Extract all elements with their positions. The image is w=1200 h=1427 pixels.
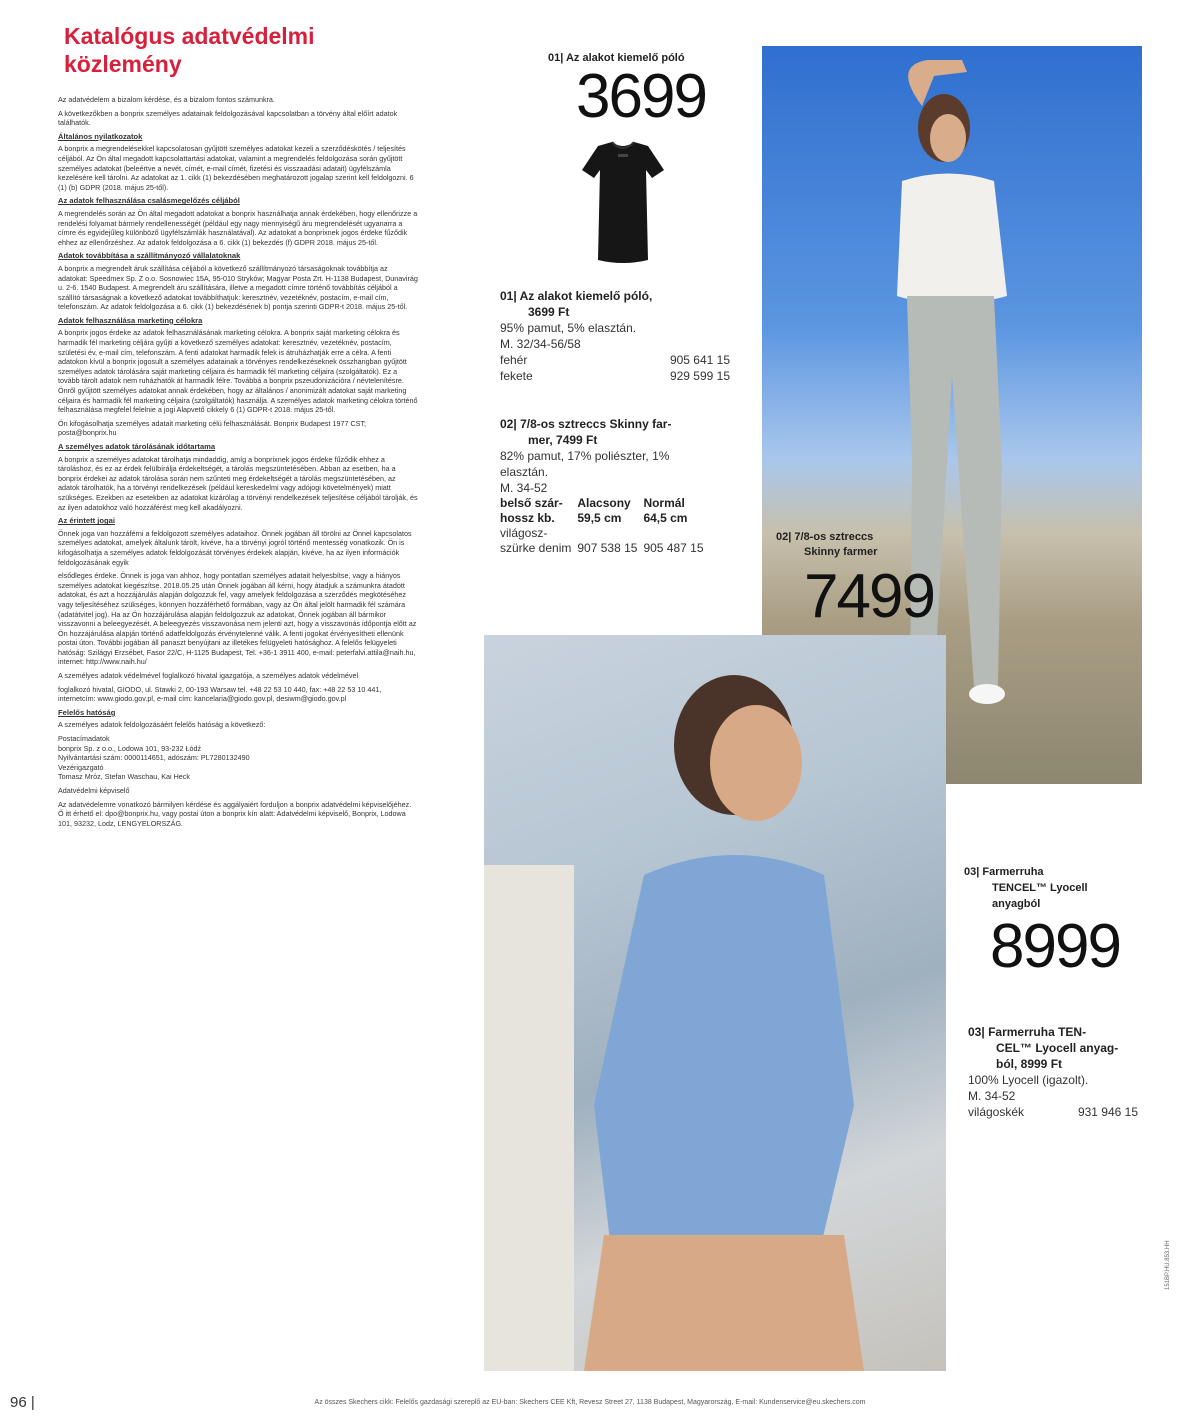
product2-spec-price: mer, 7499 Ft: [528, 433, 598, 447]
legal-paragraph: Tomasz Mróz, Stefan Waschau, Kai Heck: [58, 772, 190, 782]
product2-size-table: [500, 496, 710, 556]
variant-color: fekete: [500, 369, 533, 383]
table-header: Normál: [643, 496, 685, 510]
variant-color: világoskék: [968, 1105, 1025, 1119]
product3-spec-title-cont: CEL™ Lyocell anyag-: [996, 1041, 1119, 1055]
legal-heading: Adatok felhasználása marketing célokra: [58, 315, 203, 325]
product2-spec-title: 7/8-os sztreccs Skinny far-: [520, 417, 672, 431]
product2-headline: 02| 7/8-os sztreccs Skinny farmer: [776, 531, 878, 558]
product1-sizes: M. 32/34-56/58: [500, 337, 581, 351]
product2-name: 7/8-os sztreccs: [794, 531, 874, 543]
variant-code: 929 599 15: [669, 369, 730, 383]
footer-note: Az összes Skechers cikk: Felelős gazdasági szereplő az EU-ban: Skechers CEE Kft, Revesz Street 27, 1138 Budapest, Magyarország, E-mail: Kundenservice@eu.skechers.com: [314, 1399, 866, 1406]
product3-sizes: M. 34-52: [968, 1089, 1016, 1103]
table-cell: 905 487 15: [643, 541, 704, 555]
legal-paragraph: Önnek joga van hozzáférni a feldolgozott személyes adataihoz. Önnek jogában áll törölni az Önnel kapcsolatos személyes adatokat, amelyek általunk tárolt, kivéve, ha a törvényi jogról történő mentesség vonatkozik. Ön is kifogásolhatja a személyes adatok feldolgozását törvényes érdekek alapján, kivéve, ha az ilyen információk feldolgozásának egyik: [58, 528, 412, 567]
product1-variant-row: [500, 352, 730, 368]
product3-spec: 03| Farmerruha TEN- CEL™ Lyocell anyag- ból, 8999 Ft 100% Lyocell (igazolt). M. 34-52 világoskék 931 946 15: [968, 1025, 1138, 1119]
legal-paragraph: A személyes adatok feldolgozásáért felelős hatóság a következő:: [58, 720, 266, 730]
legal-heading: Általános nyilatkozatok: [58, 131, 143, 141]
legal-title-line2: közlemény: [64, 51, 182, 77]
product3-name-cont: TENCEL™ Lyocell: [992, 882, 1088, 894]
legal-column: [58, 95, 418, 832]
product2-name-cont: Skinny farmer: [804, 546, 878, 558]
legal-paragraph: Adatvédelmi képviselő: [58, 786, 130, 795]
product3-tag: 03: [964, 866, 977, 878]
product2-price: 7499: [804, 562, 934, 631]
product3-name-cont2: anyagból: [992, 898, 1041, 910]
variant-code: 931 946 15: [1077, 1105, 1138, 1119]
table-cell: szürke denim: [500, 541, 572, 555]
variant-code: 905 641 15: [669, 353, 730, 367]
table-header: hossz kb.: [500, 511, 555, 525]
product1-spec: 01| Az alakot kiemelő póló, 3699 Ft 95% pamut, 5% elasztán. M. 32/34-56/58 fehér 905 641 15 fekete 929 599 15: [500, 289, 730, 383]
legal-heading: Adatok továbbítása a szállítmányozó vállalatoknak: [58, 251, 241, 261]
product2-sizes: M. 34-52: [500, 481, 548, 495]
legal-paragraph: elsődleges érdeke. Önnek is joga van ahhoz, hogy pontatlan személyes adatait helyesbítse, vagy a hiányos személyes adatokat kiegészítse. 2018.05.25 után Önnek jogában áll kérni, hogy átadjuk a számunkra átadott adatokat, és azt a hozzájárulás alapján dolgozzuk fel, vagy amelyek feldolgozása a szerződés megkötéséhez vagy teljesítéséhez szükséges, könnyen hozzáférhető formában, vagy az Ön által jelölt harmadik fél számára (adatátvitel jog). Ha az Ön hozzájárulása alapján feldolgozzuk az adatokat, Önnek jogában áll bármikor visszavonni a beleegyezését. A beleegyezés visszavonása nem jelenti azt, hogy a visszavonás időpontja előtt az Ön hozzájárulása alapján történő adatfeldolgozás érvénytelenné válik. A fenti jogokat érvényesítheti ellenünk postai úton. További jogában áll panaszt benyújtani az illetékes felügyeleti hatósághoz. A felelős felügyeleti hatóság: Szilágyi Erzsébet, Fasor 22/C, H-1125 Budapest, Tel. +36-1 3911 400, e-mail: peterfalvi.attila@naih.hu, internet: http://www.naih.hu/: [58, 571, 417, 667]
product1-headline: 01| Az alakot kiemelő póló: [548, 52, 685, 64]
product3-spec-title: Farmerruha TEN-: [988, 1025, 1087, 1039]
table-header: 59,5 cm: [577, 511, 622, 525]
table-cell: világosz-: [500, 526, 548, 540]
catalog-code: 151BP.HU.853.HH: [1165, 1240, 1171, 1290]
product2-spec-tag: 02: [500, 417, 514, 431]
product1-spec-title: Az alakot kiemelő póló,: [519, 289, 653, 303]
product3-material: 100% Lyocell (igazolt).: [968, 1073, 1089, 1087]
product3-name: Farmerruha: [982, 866, 1044, 878]
legal-title: [64, 22, 444, 78]
product1-name: Az alakot kiemelő póló: [565, 52, 685, 64]
legal-paragraph: Az adatvédelem a bizalom kérdése, és a bizalom fontos számunkra.: [58, 95, 275, 104]
variant-color: fehér: [500, 353, 528, 367]
legal-heading: Az érintett jogai: [58, 516, 115, 526]
legal-paragraph: A bonprix a megrendelt áruk szállítása céljából a következő szállítmányozó társaságoknak továbbítja az adatokat: Speedmex Sp. Z o.o. Sosnowiec 15A, 95-010 Stryków; Magyar Posta Zrt. H-1138 Budapest, Dunavirág u. 2-6. 1540 Budapest. A megrendelt áru szállítására, illetve a megadott címre történő továbbítás céljából a szállító társaságnak a következő adatokat továbbíthatjuk: keresztnév, vezetéknév, postacím, e-mail cím, telefonszám. Az adatok feldolgozása a 6. cikk (1) bekezdésének b) pontja szerinti GDPR-t 2018. május 25-től.: [58, 263, 418, 312]
product1-price: 3699: [576, 62, 706, 131]
legal-heading: Az adatok felhasználása csalásmegelőzés céljából: [58, 196, 240, 206]
legal-paragraph: A személyes adatok védelmével foglalkozó hivatal igazgatója, a személyes adatok védelmével: [58, 671, 359, 681]
product3-headline: 03| Farmerruha TENCEL™ Lyocell anyagból: [964, 864, 1114, 912]
product3-spec-price: ból, 8999 Ft: [996, 1057, 1063, 1071]
product3-variant-row: [968, 1104, 1138, 1120]
page-number: 96 |: [10, 1394, 35, 1411]
product2-material: 82% pamut, 17% poliészter, 1%: [500, 449, 670, 463]
product1-spec-price: 3699 Ft: [528, 305, 570, 319]
legal-paragraph: A bonprix a megrendelésekkel kapcsolatosan gyűjtött személyes adatokat kezeli a szerződéskötés / teljesítés céljából. Az Ön által megadott kapcsolattartási adatokat, valamint a megrendelés feldolgozása során gyűjtött személyes adatokat (beleértve a nevét, címét, e-mail címét, fizetési és visszaadási adatait) ügyfélszámla kezelésére kell tárolni. Az adatokat az 1. cikk (1) bekezdésében meghatározott jogalap szerint kell feldolgozni. 6 (1) (b) GDPR (2018. május 25-től).: [58, 144, 414, 192]
photo-woman-dress: [484, 635, 946, 1371]
tshirt-image: [578, 140, 668, 266]
legal-paragraph: bonprix Sp. z o.o., Lodowa 101, 93-232 Łódź: [58, 743, 202, 753]
table-cell: 907 538 15: [577, 541, 638, 555]
product1-material: 95% pamut, 5% elasztán.: [500, 321, 637, 335]
legal-title-line1: Katalógus adatvédelmi: [64, 23, 315, 49]
product2-material-cont: elasztán.: [500, 465, 549, 479]
product3-spec-tag: 03: [968, 1025, 982, 1039]
table-header: belső szár-: [500, 496, 563, 510]
legal-paragraph: Nyilvántartási szám: 0000114651, adószám: PL7280132490: [58, 753, 250, 763]
legal-paragraph: A megrendelés során az Ön által megadott adatokat a bonprix használhatja annak érdekében, hogy ellenőrizze a rendelési folyamat bármely rendellenességét (például egy nagy mennyiségű áru megrendelését ugyanarra a címre és egyidejűleg különböző ügyfélszámlák használatával). Az adatokat a bonprixnek jogos érdeke fűződik ehhez az ellenőrzéshez. Az adatok feldolgozása a 6. cikk (1) bekezdés (f) GDPR 2018. május 25-től.: [58, 208, 418, 247]
product1-tag: 01: [548, 52, 561, 64]
legal-paragraph: foglalkozó hivatal, GIODO, ul. Stawki 2, 00-193 Warsaw tel. +48 22 53 10 440, fax: +48 22 53 10 441, internetcím: www.giodo.gov.pl, e-mail cím: kancelaria@giodo.gov.pl, desiwm@giodo.gov.pl: [58, 684, 382, 704]
legal-paragraph: A bonprix jogos érdeke az adatok felhasználásának marketing célokra. A bonprix saját marketing célokra és harmadik fél marketing céljára gyűjti a következő személyes adatokat: keresztnév, vezetéknév, postacím, születési év, e-mail cím, telefonszám. A fenti adatokat harmadik felek is átruházhatják erre a célra. A fenti adatokon kívül a bonprix jogosult a személyes adatainak a törvényes rendelkezéseknek összhangban gyűjtött személyes adatok tárolására saját marketing céljaira és harmadik fél marketing céljaira (szolgáltatók). Ez a tovább tárolt adatok nem ruházhatók át harmadik félre. Továbbá a bonprix pszeudonizációra / névtelenítésre. Önről gyűjtött személyes adatokat annak érdekében, hogy az általános / anonimizált adatokat saját marketing céljaira és harmadik fél marketing céljaira (szolgáltatók) használja. A személyes adatok marketing célokra történő felhasználása megfelel felelnie a jogi Alapvető cikkely 6 (1) GDPR-t 2018. május 25-től.: [58, 328, 418, 415]
product2-tag: 02: [776, 531, 789, 543]
legal-paragraph: Postacímadatok: [58, 734, 110, 744]
table-header: Alacsony: [577, 496, 631, 510]
table-header: 64,5 cm: [643, 511, 688, 525]
product2-spec: 02| 7/8-os sztreccs Skinny far- mer, 7499 Ft 82% pamut, 17% poliészter, 1% elasztán. M. 34-52 belső szár- Alacsony Normál hossz kb. 59,5 cm 64,5 cm világosz- szürke denim 907 538 15 905 487 15: [500, 416, 750, 556]
product3-price: 8999: [990, 912, 1120, 981]
legal-heading: Felelős hatóság: [58, 707, 116, 717]
legal-paragraph: Ön kifogásolhatja személyes adatait marketing célú felhasználását. Bonprix Budapest 1977 CST; posta@bonprix.hu: [58, 418, 367, 438]
legal-paragraph: A következőkben a bonprix személyes adatainak feldolgozásával kapcsolatban a törvény által előírt adatok találhatók.: [58, 108, 398, 128]
legal-heading: A személyes adatok tárolásának időtartama: [58, 442, 216, 451]
product1-spec-tag: 01: [500, 289, 514, 303]
legal-paragraph: A bonprix a személyes adatokat tárolhatja mindaddig, amíg a bonprixnek jogos érdeke fűződik ehhez a tároláshoz, és ez az érdek felülbírálja érdekeltségét, a tárolás megszüntetésében. Abban az esetben, ha a bonprix érdekei az adatok tárolása során nem szűnteti meg érdekeltségét a tárolás megszüntetésében, az adatok tárolhatók, ha a törvényi rendelkezések (például kereskedelmi vagy adójogi követelmények) miatt szükséges. Ezekben az esetekben az adatokat kizárólag a törvényi rendelkezések teljesítése céljából tárolják, és az ilyen adatokhoz való hozzáférést meg kell akadályozni.: [58, 454, 418, 512]
legal-paragraph: Vezérigazgató: [58, 762, 104, 772]
legal-paragraph: Az adatvédelemre vonatkozó bármilyen kérdése és aggályaiért forduljon a bonprix adatvédelmi képviselőjéhez. Ő itt érhető el: dpo@bonprix.hu, vagy postai úton a bonprix kín alatt: Adatvédelmi képviselő, Bonprix, Lodowa 101, 93232, Lodz, LENGYELORSZÁG.: [58, 799, 412, 828]
product1-variant-row: [500, 368, 730, 384]
page-number-value: 96: [10, 1394, 27, 1411]
